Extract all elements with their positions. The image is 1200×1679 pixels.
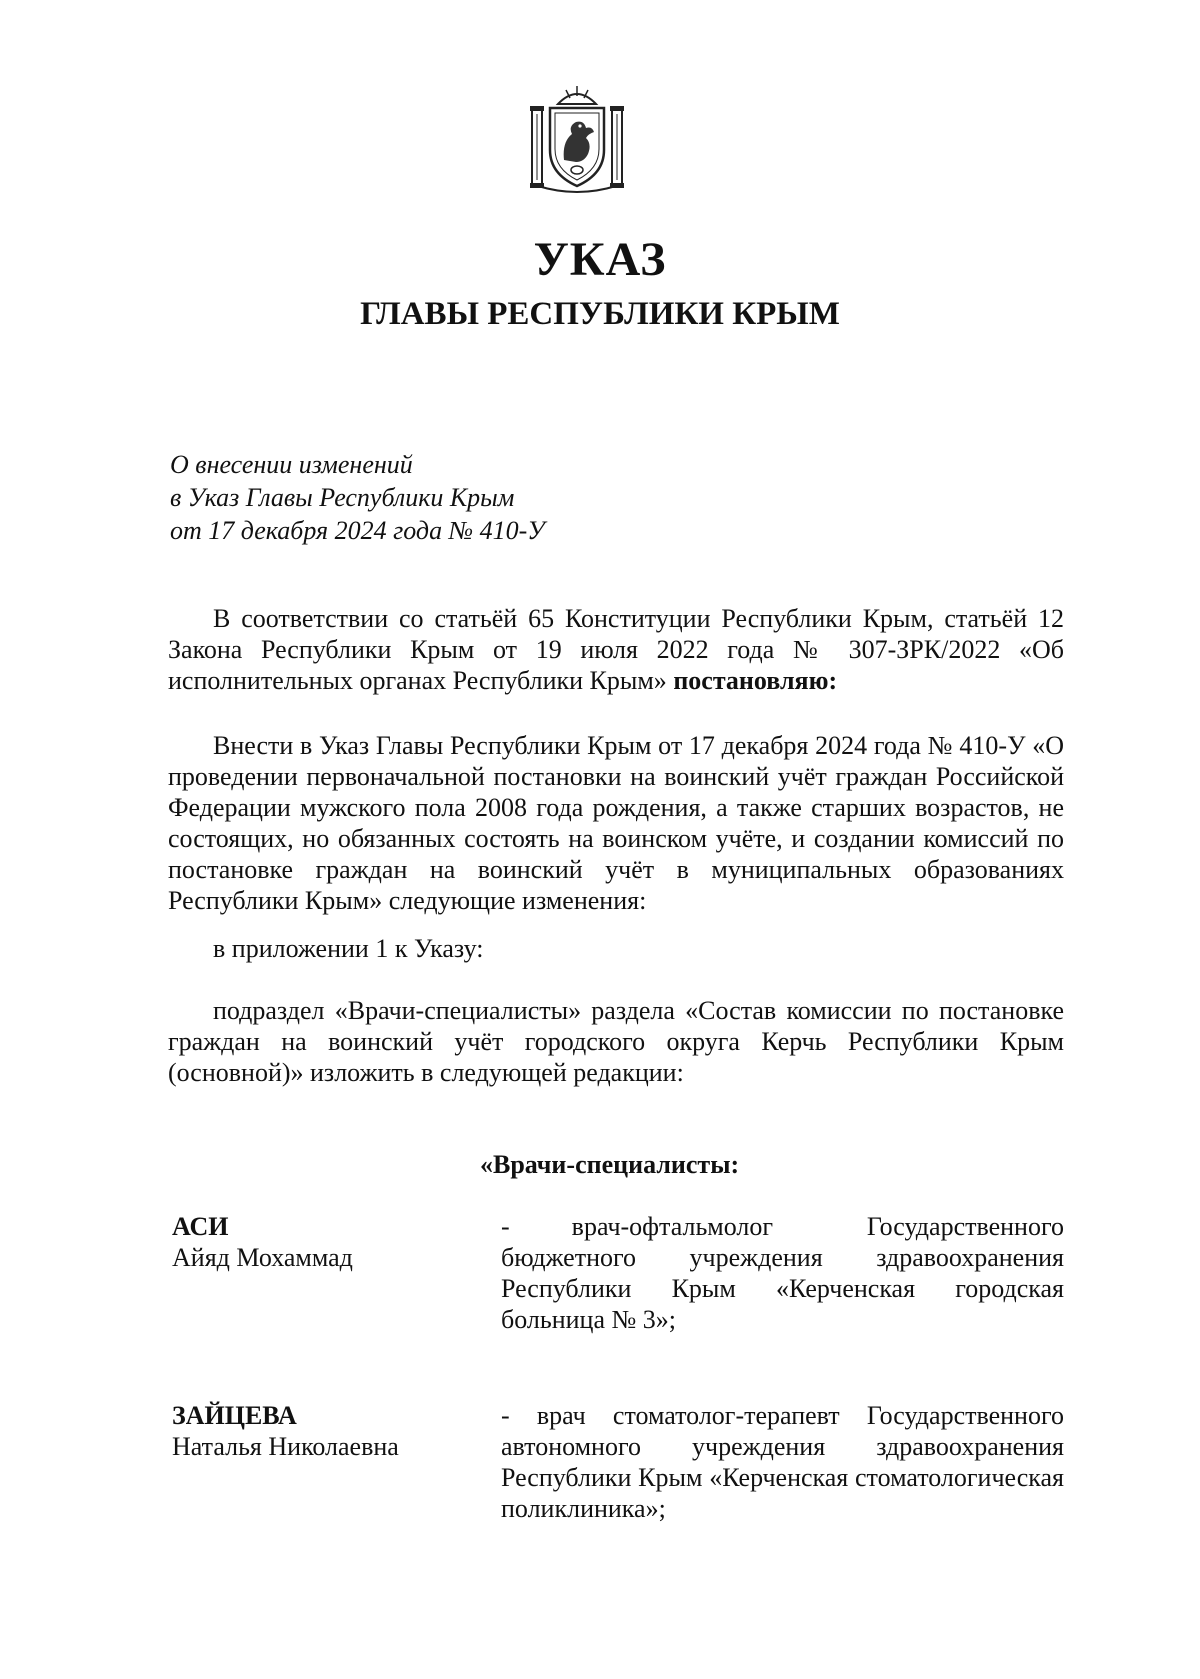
position-dash: - [501,1212,510,1241]
document-title: УКАЗ [533,233,667,286]
subsection-paragraph: подраздел «Врачи-специалисты» раздела «Состав комиссии по постановке граждан на воинский учёт городского округа Керчь Республики Крым (основной)» изложить в следующей редакции: [168,996,1064,1087]
appendix-paragraph: в приложении 1 к Указу: [213,934,484,963]
position-text: врач стоматолог-терапевт Государственного автономного учреждения здравоохранения Республики Крым «Керченская стоматологическая поликлиника»; [501,1401,1064,1523]
position-text: врач-офтальмолог Государственного бюджетного учреждения здравоохранения Республики Крым «Керченская городская больница № 3»; [501,1212,1064,1334]
section-heading: «Врачи-специалисты: [480,1150,740,1179]
subject-line-1: О внесении изменений [170,450,413,479]
subject-line-2: в Указ Главы Республики Крым [170,483,515,512]
member-position [501,1211,1064,1335]
document-subject [170,448,545,547]
preamble-paragraph [168,603,1064,696]
amendment-paragraph: Внести в Указ Главы Республики Крым от 17 декабря 2024 года № 410-У «О проведении первоначальной постановки на воинский учёт граждан Российской Федерации мужского пола 2008 года рождения, а также старших возрастов, не состоящих, но обязанных состоять на воинском учёте, и создании комиссий по постановке граждан на воинский учёт в муниципальных образованиях Республики Крым» следующие изменения: [168,731,1064,915]
member-surname: ЗАЙЦЕВА [172,1401,297,1430]
decree-verb: постановляю: [673,666,838,695]
subject-line-3: от 17 декабря 2024 года № 410-У [170,516,545,545]
member-surname: АСИ [172,1212,229,1241]
preamble-text: В соответствии со статьёй 65 Конституции Республики Крым, статьёй 12 Закона Республики Крым от 19 июля 2022 года № 307-ЗРК/2022 «Об исполнительных органах Республики Крым» [168,604,1064,695]
position-dash: - [501,1401,510,1430]
crimea-coat-of-arms-icon [528,82,626,194]
member-position [501,1400,1064,1524]
document-subtitle: ГЛАВЫ РЕСПУБЛИКИ КРЫМ [360,296,840,332]
member-name: Наталья Николаевна [172,1432,399,1461]
member-name: Айяд Мохаммад [172,1243,353,1272]
